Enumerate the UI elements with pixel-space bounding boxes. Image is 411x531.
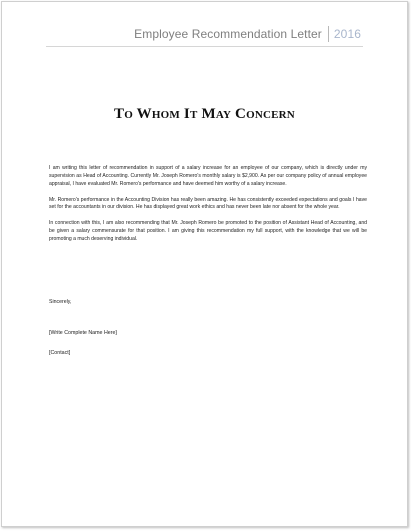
letter-closing: Sincerely, bbox=[49, 299, 72, 305]
header-year: 2016 bbox=[333, 27, 361, 41]
signer-name-placeholder: [Write Complete Name Here] bbox=[49, 330, 117, 336]
letter-body bbox=[49, 165, 367, 252]
letter-paragraph: I am writing this letter of recommendation in support of a salary increase for an employee of our company, which is directly under my supervision as Head of Accounting. Currently Mr. Joseph Romero's monthly salary is $2,900. As per our company policy of annual employee appraisal, I have evaluated Mr. Romero's performance and have deemed him worthy of a salary increase. bbox=[49, 165, 367, 187]
contact-placeholder: [Contact] bbox=[49, 350, 71, 356]
letter-paragraph: Mr. Romero's performance in the Accounting Division has really been amazing. He has consistently exceeded expectations and goals I have set for the accountants in our division. He has displayed great work ethics and has never been late nor absent for the whole year. bbox=[49, 196, 367, 211]
document-page bbox=[1, 1, 408, 527]
letter-salutation-heading: To Whom It May Concern bbox=[114, 106, 295, 122]
header-divider bbox=[328, 26, 329, 42]
header-title: Employee Recommendation Letter bbox=[134, 27, 322, 41]
page-header bbox=[134, 26, 361, 42]
letter-paragraph: In connection with this, I am also recommending that Mr. Joseph Romero be promoted to the position of Assistant Head of Accounting, and be given a salary commensurate for that position. I am giving this recommendation my full support, with the knowledge that we will be promoting a much deserving individual. bbox=[49, 220, 367, 242]
header-rule bbox=[46, 46, 363, 47]
